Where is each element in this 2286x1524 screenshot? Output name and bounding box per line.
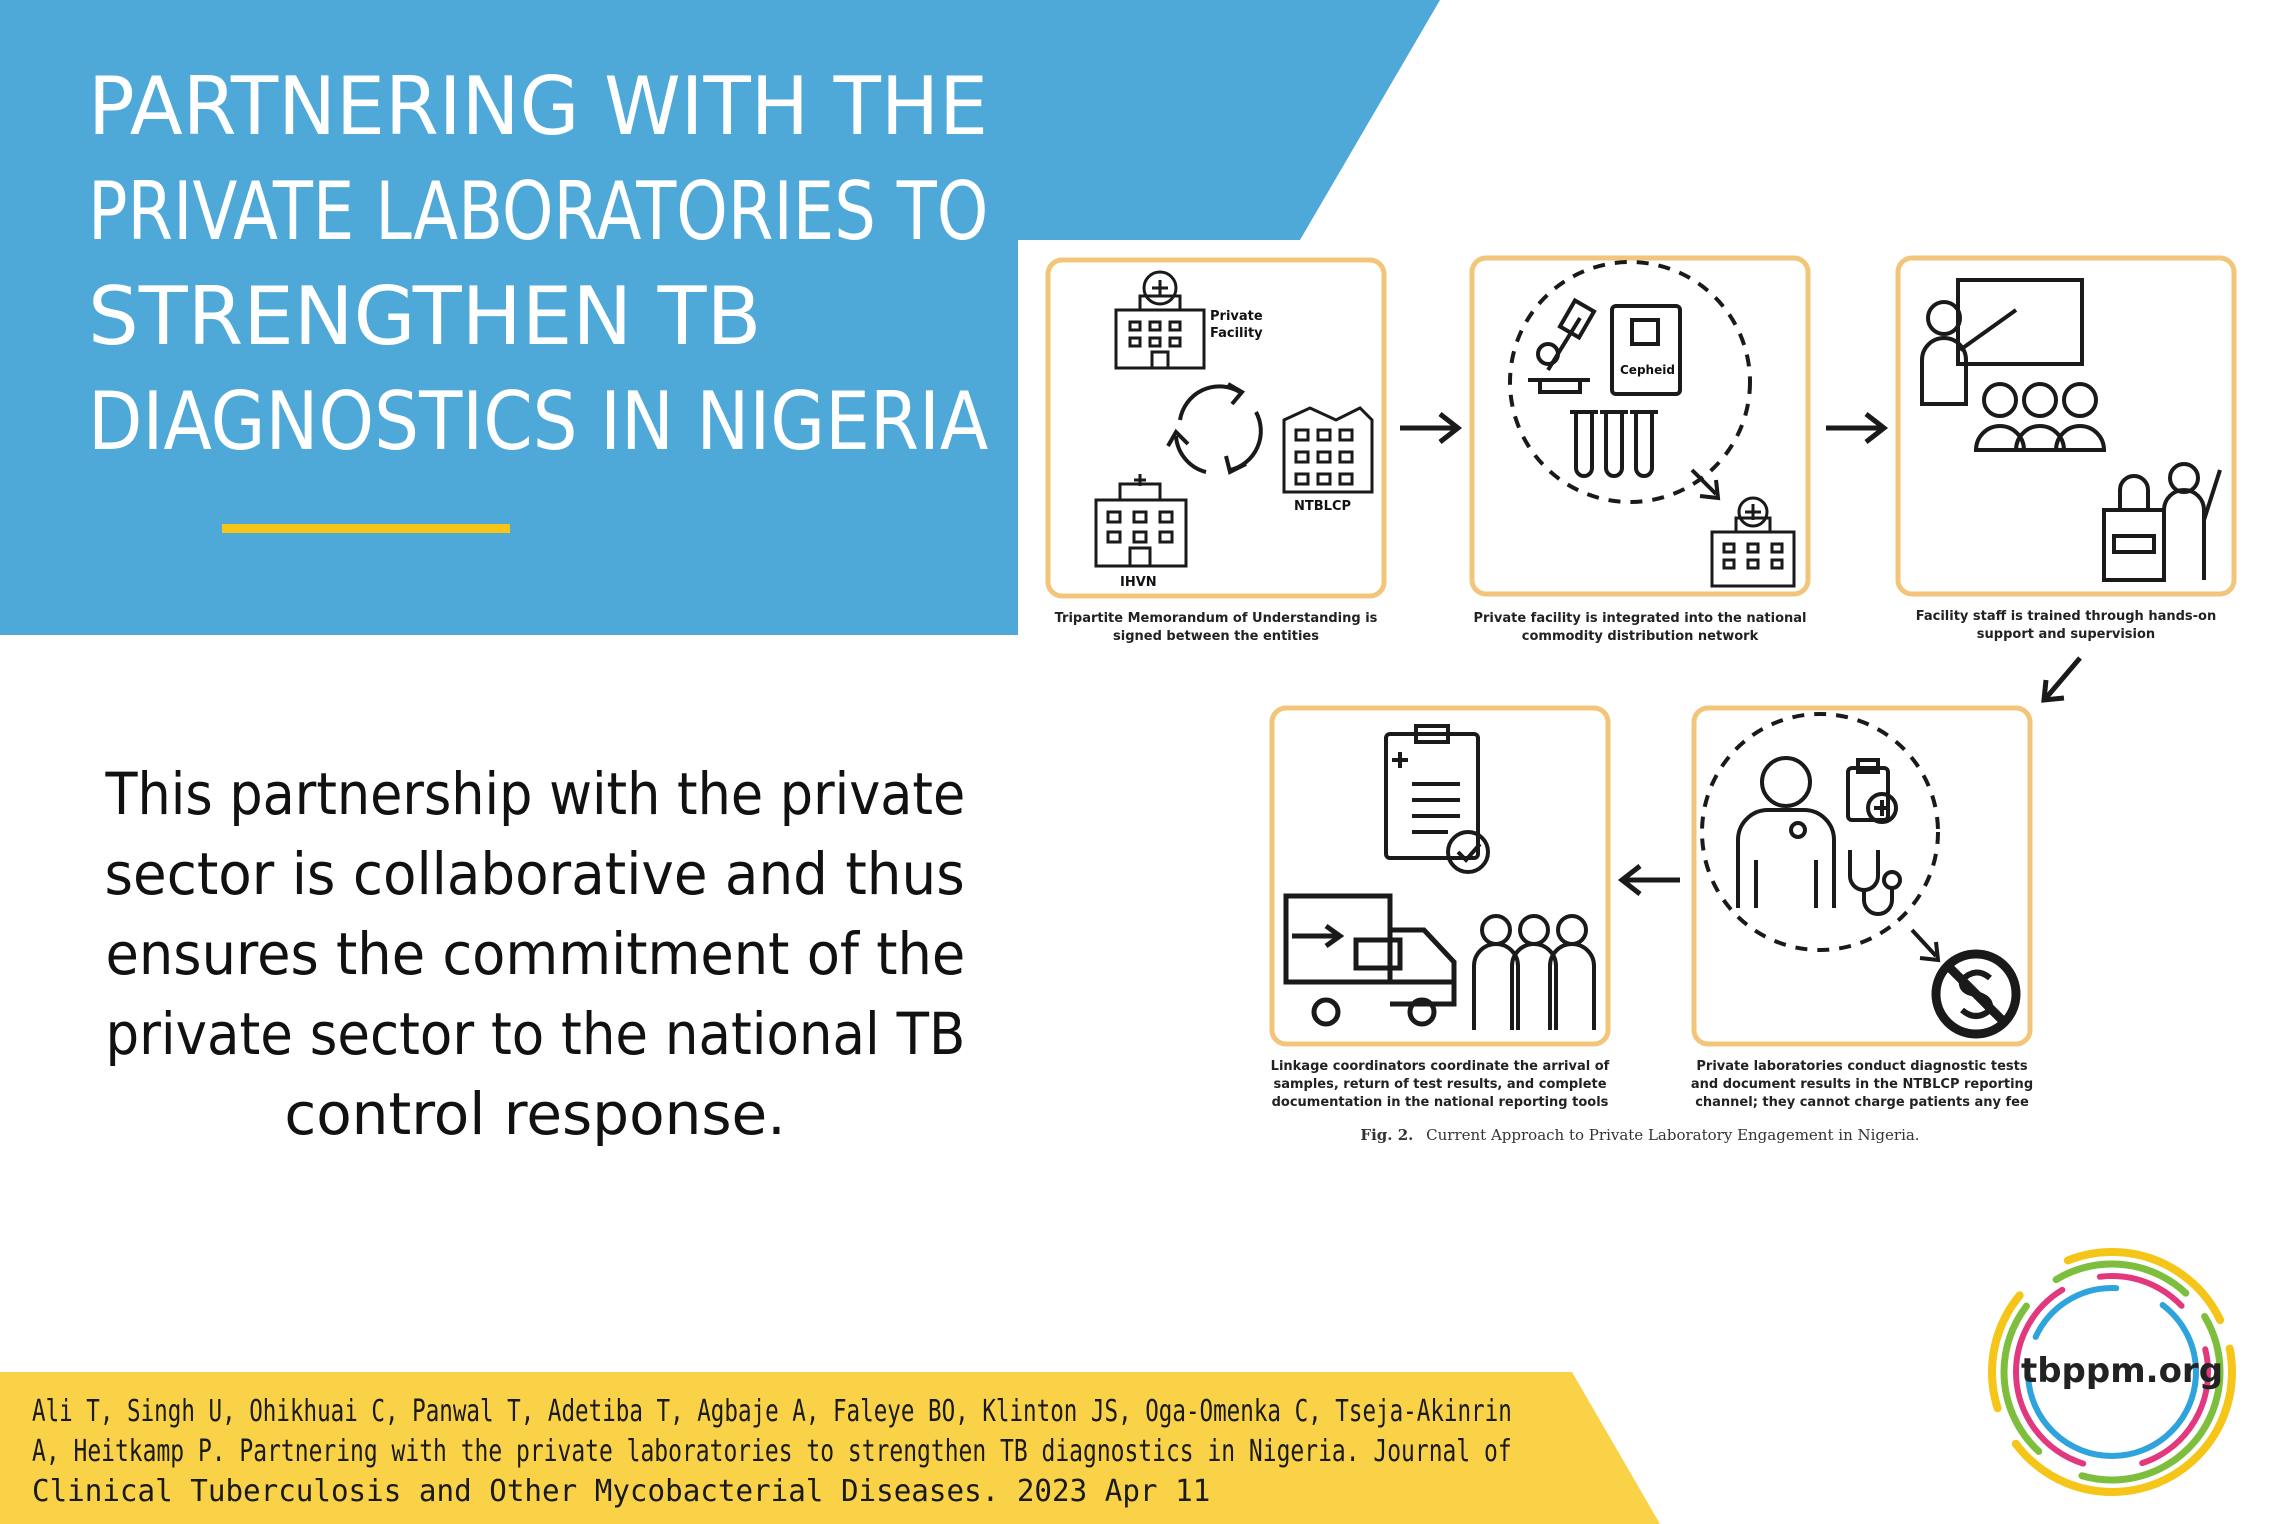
figure-caption-text: Current Approach to Private Laboratory Engagement in Nigeria. [1426,1126,1920,1144]
title-line-1: PARTNERING WITH THE [88,60,989,153]
no-fee-icon [1936,954,2016,1034]
step-4-caption-1: Private laboratories conduct diagnostic tests [1696,1059,2028,1074]
title-line-4: DIAGNOSTICS IN NIGERIA [88,375,989,468]
ntblcp-label: NTBLCP [1294,499,1352,514]
statement-line-4: private sector to the national TB [105,1000,965,1068]
tbppm-logo [1992,1252,2232,1492]
private-facility-label-2: Facility [1210,326,1263,341]
figure-caption-label: Fig. 2. [1360,1126,1414,1144]
ihvn-label: IHVN [1120,575,1157,590]
dashed-arrow-to-no-fee [1912,930,1938,960]
stethoscope-icon [1850,850,1900,914]
step-5-caption-2: samples, return of test results, and complete [1273,1077,1607,1092]
logo-text: tbppm.org [2020,1351,2224,1391]
title-line-3: STRENGTHEN TB [88,270,762,363]
step-5-caption-1: Linkage coordinators coordinate the arrival of [1270,1059,1610,1074]
microscope-icon [1528,301,1594,392]
doctor-icon [1738,758,1834,908]
statement-line-5: control response. [284,1080,786,1148]
trainees-icon [1976,384,2104,450]
cepheid-device-icon [1612,306,1680,394]
step-3-caption-1: Facility staff is trained through hands-on [1915,609,2217,624]
delivery-truck-icon [1286,896,1454,1024]
step-3-caption-2: support and supervision [1976,627,2156,642]
hospital-icon [1116,272,1204,368]
ntblcp-building-icon [1284,408,1372,492]
arrow-step3-to-step4 [2044,658,2080,700]
citation-line-2: A, Heitkamp P. Partnering with the private laboratories to strengthen TB diagnostics in Nigeria. Journal of [32,1434,1512,1469]
arrow-step4-to-step5 [1622,866,1680,894]
title-line-2: PRIVATE LABORATORIES TO [88,165,989,258]
step-2-caption-1: Private facility is integrated into the national [1473,611,1807,626]
private-facility-label-1: Private [1210,309,1263,324]
facility-hospital-icon [1712,498,1794,586]
step-5-caption-3: documentation in the national reporting tools [1271,1095,1609,1110]
step-1-caption-2: signed between the entities [1113,629,1319,644]
citation-line-1: Ali T, Singh U, Ohikhuai C, Panwal T, Adetiba T, Agbaje A, Faleye BO, Klinton JS, Oga-Omenka C, Tseja-Akinrin [32,1394,1512,1429]
statement-line-3: ensures the commitment of the [105,920,965,988]
report-clipboard-icon [1386,726,1488,872]
cepheid-label: Cepheid [1620,363,1675,377]
ihvn-hospital-icon [1096,474,1186,566]
statement-line-2: sector is collaborative and thus [104,840,966,908]
step-4-caption-2: and document results in the NTBLCP reporting [1690,1077,2034,1092]
lab-staff-icon [2104,464,2220,580]
statement-line-1: This partnership with the private [105,760,965,828]
citation [32,1392,1552,1512]
community-people-icon [1474,916,1594,1030]
step-3-box [1898,258,2234,594]
citation-line-3: Clinical Tuberculosis and Other Mycobacterial Diseases. 2023 Apr 11 [32,1474,1211,1509]
clipboard-heart-icon [1848,760,1896,822]
figure-caption [1360,1126,1919,1144]
step-2-caption-2: commodity distribution network [1521,629,1759,644]
arrow-step2-to-step3 [1826,414,1884,442]
test-tubes-icon [1570,412,1658,476]
cycle-icon [1168,384,1261,472]
arrow-step1-to-step2 [1400,414,1458,442]
step-1-caption-1: Tripartite Memorandum of Understanding is [1054,611,1378,626]
step-4-caption-3: channel; they cannot charge patients any fee [1695,1095,2029,1110]
